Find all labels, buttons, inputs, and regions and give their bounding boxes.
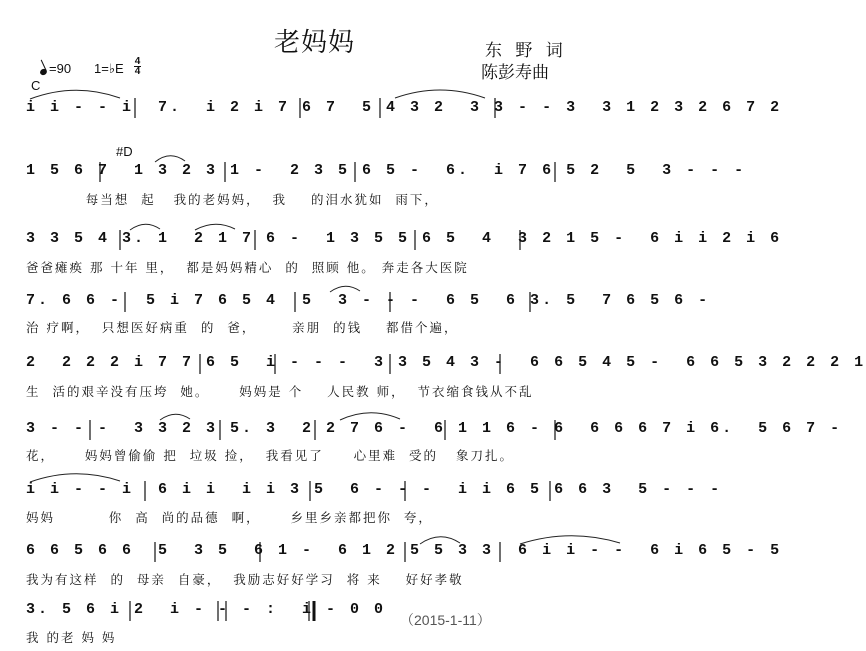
- tie-line-8b: [520, 536, 620, 544]
- time-signature-bottom: 4: [134, 66, 141, 77]
- tie-line-1b: [395, 90, 485, 98]
- tempo-value: =90: [49, 61, 72, 76]
- tie-line-7a: [30, 474, 120, 482]
- composer-credit: 陈彭寿曲: [481, 63, 549, 83]
- tie-line-6a: [160, 414, 190, 420]
- tie-line-3a: [130, 224, 160, 230]
- tie-line-8a: [420, 537, 460, 544]
- notation-line-8: 6 6 5 6 6 5 3 5 6 1 - 6 1 2 5 5 3 3 6 i i - - 6 i 6 5 - 5: [26, 542, 783, 559]
- date-stamp: （2015-1-11）: [400, 612, 491, 628]
- notation-line-4: 7. 6 6 - 5 i 7 6 5 4 5 3 - - - 6 5 6 3. 5 7 6 5 6 -: [26, 292, 711, 309]
- song-title: 老妈妈: [274, 28, 356, 58]
- lyrics-line-8: 我为有这样 的 母亲 自豪， 我励志好好学习 将 来 好好孝敬: [26, 572, 464, 587]
- time-signature-top: 4: [134, 56, 141, 67]
- notation-line-9: 3. 5 6 i 2 i - - - : i - 0 0: [26, 601, 387, 618]
- notation-line-7: i i - - i 6 i i i i 3 5 6 - - - i i 6 5 6 6 3 5 - - -: [26, 481, 723, 498]
- lyrics-line-4: 治 疗啊， 只想医好病重 的 爸， 亲朋 的钱 都借个遍，: [26, 320, 459, 335]
- chord-label-line-2: #D: [116, 144, 133, 159]
- notation-line-6: 3 - - - 3 3 2 3 5. 3 2 2 7 6 - 6 1 1 6 - 6 6 6 6 7 i 6. 5 6 7 -: [26, 420, 843, 437]
- lyrics-line-2: 每当想 起 我的老妈妈， 我 的泪水犹如 雨下，: [26, 192, 439, 207]
- tie-line-2a: [155, 156, 185, 162]
- lyrics-line-9: 我 的老 妈 妈: [26, 630, 117, 645]
- notation-line-3: 3 3 5 4 3. 1 2 1 7 6 - 1 3 5 5 6 5 4 3 2 1 5 - 6 i i 2 i 6: [26, 230, 783, 247]
- key-signature: 1=♭E: [94, 61, 124, 76]
- lyrics-line-3: 爸爸瘫痪 那 十年 里， 都是妈妈精心 的 照顾 他。 奔走各大医院: [26, 260, 469, 275]
- lyrics-line-5: 生 活的艰辛没有压垮 她。 妈妈是 个 人民教 师， 节衣缩食钱从不乱: [26, 384, 534, 399]
- tie-line-3b: [195, 224, 235, 230]
- lyrics-line-7: 妈妈 你 高 尚的品德 啊， 乡里乡亲都把你 夸，: [26, 510, 433, 525]
- chord-label-start: C: [31, 78, 41, 93]
- lyrics-line-6: 花， 妈妈曾偷偷 把 垃圾 捡， 我看见了 心里难 受的 象刀扎。: [26, 448, 514, 463]
- notation-line-2: 1 5 6 7 1 3 2 3 1 - 2 3 5 6 5 - 6. i 7 6 5 2 5 3 - - -: [26, 162, 747, 179]
- barlines: [90, 98, 555, 621]
- notation-line-5: 2 2 2 2 i 7 7 6 5 i - - - 3 3 5 4 3 - 6 6 5 4 5 - 6 6 5 3 2 2 2 1: [26, 354, 866, 371]
- tie-line-4a: [330, 286, 360, 292]
- tie-line-6b: [340, 413, 400, 420]
- lyricist-credit: 东 野 词: [485, 41, 567, 61]
- tie-line-1a: [30, 90, 120, 99]
- notation-line-1: i i - - i 7. i 2 i 7 6 7 5 4 3 2 3 3 - - 3 3 1 2 3 2 6 7 2: [26, 99, 783, 116]
